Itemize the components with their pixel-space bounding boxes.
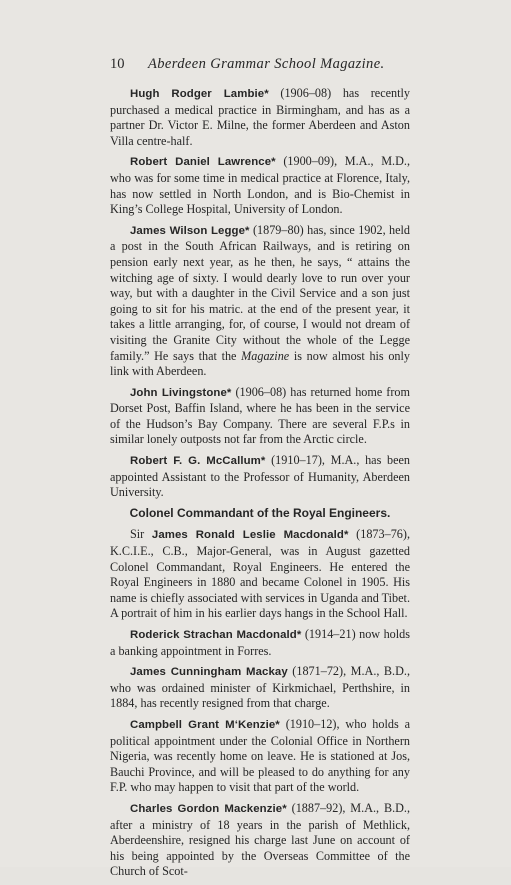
person-name: James Ronald Leslie Macdonald* — [151, 529, 349, 542]
person-name: James Wilson Legge* — [130, 224, 250, 237]
entry-text: (1873–76), K.C.I.E., C.B., Major-General, was in August gazetted Colonel Commandant, Royal Engineers. He entered the Royal Engineers in 1880 and became Colonel in 1905. His name is chiefly associated with services in Uganda and Tibet. A portrait of him in his earlier days hangs in the School Hall. — [110, 527, 410, 621]
entry-mackay — [110, 664, 410, 712]
magazine-title-italic: Magazine — [241, 348, 290, 363]
entry-mackenzie — [110, 801, 410, 880]
page-header — [110, 55, 440, 73]
entry-mkenzie — [110, 717, 410, 796]
entry-text: (1871–72), M.A., B.D., who was ordained minister of Kirkmichael, Perthshire, in 1884, has recently resigned from that charge. — [110, 664, 410, 711]
person-name: John Livingstone* — [130, 386, 232, 399]
entry-text: (1900–09), M.A., M.D., who was for some time in medical practice at Florence, Italy, has now settled in North London, and is Bio-Chemist in King’s College Hospital, University of London. — [110, 154, 410, 217]
person-name: Charles Gordon Mackenzie* — [130, 802, 287, 815]
entry-lawrence — [110, 154, 410, 217]
page-number: 10 — [110, 56, 125, 72]
entry-legge — [110, 223, 410, 380]
person-name: Hugh Rodger Lambie* — [130, 88, 269, 100]
name-prefix: Sir — [130, 527, 152, 542]
entry-text: (1914–21) now holds a banking appointment in Forres. — [110, 627, 410, 658]
person-name: Robert F. G. McCallum* — [130, 455, 266, 468]
entry-text: (1887–92), M.A., B.D., after a ministry of 18 years in the parish of Methlick, Aberdeenshire, resigned his charge last June on account of his being appointed by the Overseas Committee of the Church of Scot- — [110, 800, 411, 879]
entry-text: (1910–17), M.A., has been appointed Assistant to the Professor of Humanity, Aberdeen University. — [110, 453, 410, 500]
entry-macdonald-rs — [110, 627, 410, 659]
person-name: Robert Daniel Lawrence* — [130, 156, 276, 169]
entry-lambie — [110, 86, 410, 149]
entry-text: (1906–08) has recently purchased a medical practice in Birmingham, and has as a partner Dr. Victor E. Milne, the former Aberdeen and Aston Villa centre-half. — [110, 86, 410, 148]
entry-mccallum — [110, 453, 410, 501]
entry-livingstone — [110, 385, 410, 448]
person-name: Roderick Strachan Macdonald* — [130, 629, 302, 641]
person-name: Campbell Grant M‘Kenzie* — [130, 718, 280, 731]
entry-text: (1879–80) has, since 1902, held a post in the South African Railways, and is retiring on pension early next year, as he then, he says, “ attains the witching age of sixty. I would dearly love to run over your way, but with a daughter in the Civil Service and a son just going to sit for his matric. at the end of the present year, it takes a little arranging, for, of course, I would not dream of visiting the Granite City without the whole of the Legge family.” He says that the — [110, 222, 410, 363]
person-name: James Cunningham Mackay — [130, 666, 288, 679]
entry-macdonald-jrl — [110, 527, 410, 622]
article-body — [110, 86, 410, 885]
entry-text-end: is now almost his only link with Aberdeen. — [110, 348, 410, 379]
entry-text: (1910–12), who holds a political appointment under the Colonial Office in Northern Nigeria, was recently home on leave. He is stationed at Jos, Bauchi Province, and will be pleased to do anything for any F.P. who may happen to visit that part of the world. — [110, 716, 410, 795]
entry-text: (1906–08) has returned home from Dorset Post, Baffin Island, where he has been in the service of the Hudson’s Bay Company. There are several F.P.s in similar lonely outposts not far from the Arctic circle. — [110, 384, 410, 447]
section-heading: Colonel Commandant of the Royal Engineers. — [129, 505, 391, 520]
running-title: Aberdeen Grammar School Magazine. — [148, 56, 385, 72]
